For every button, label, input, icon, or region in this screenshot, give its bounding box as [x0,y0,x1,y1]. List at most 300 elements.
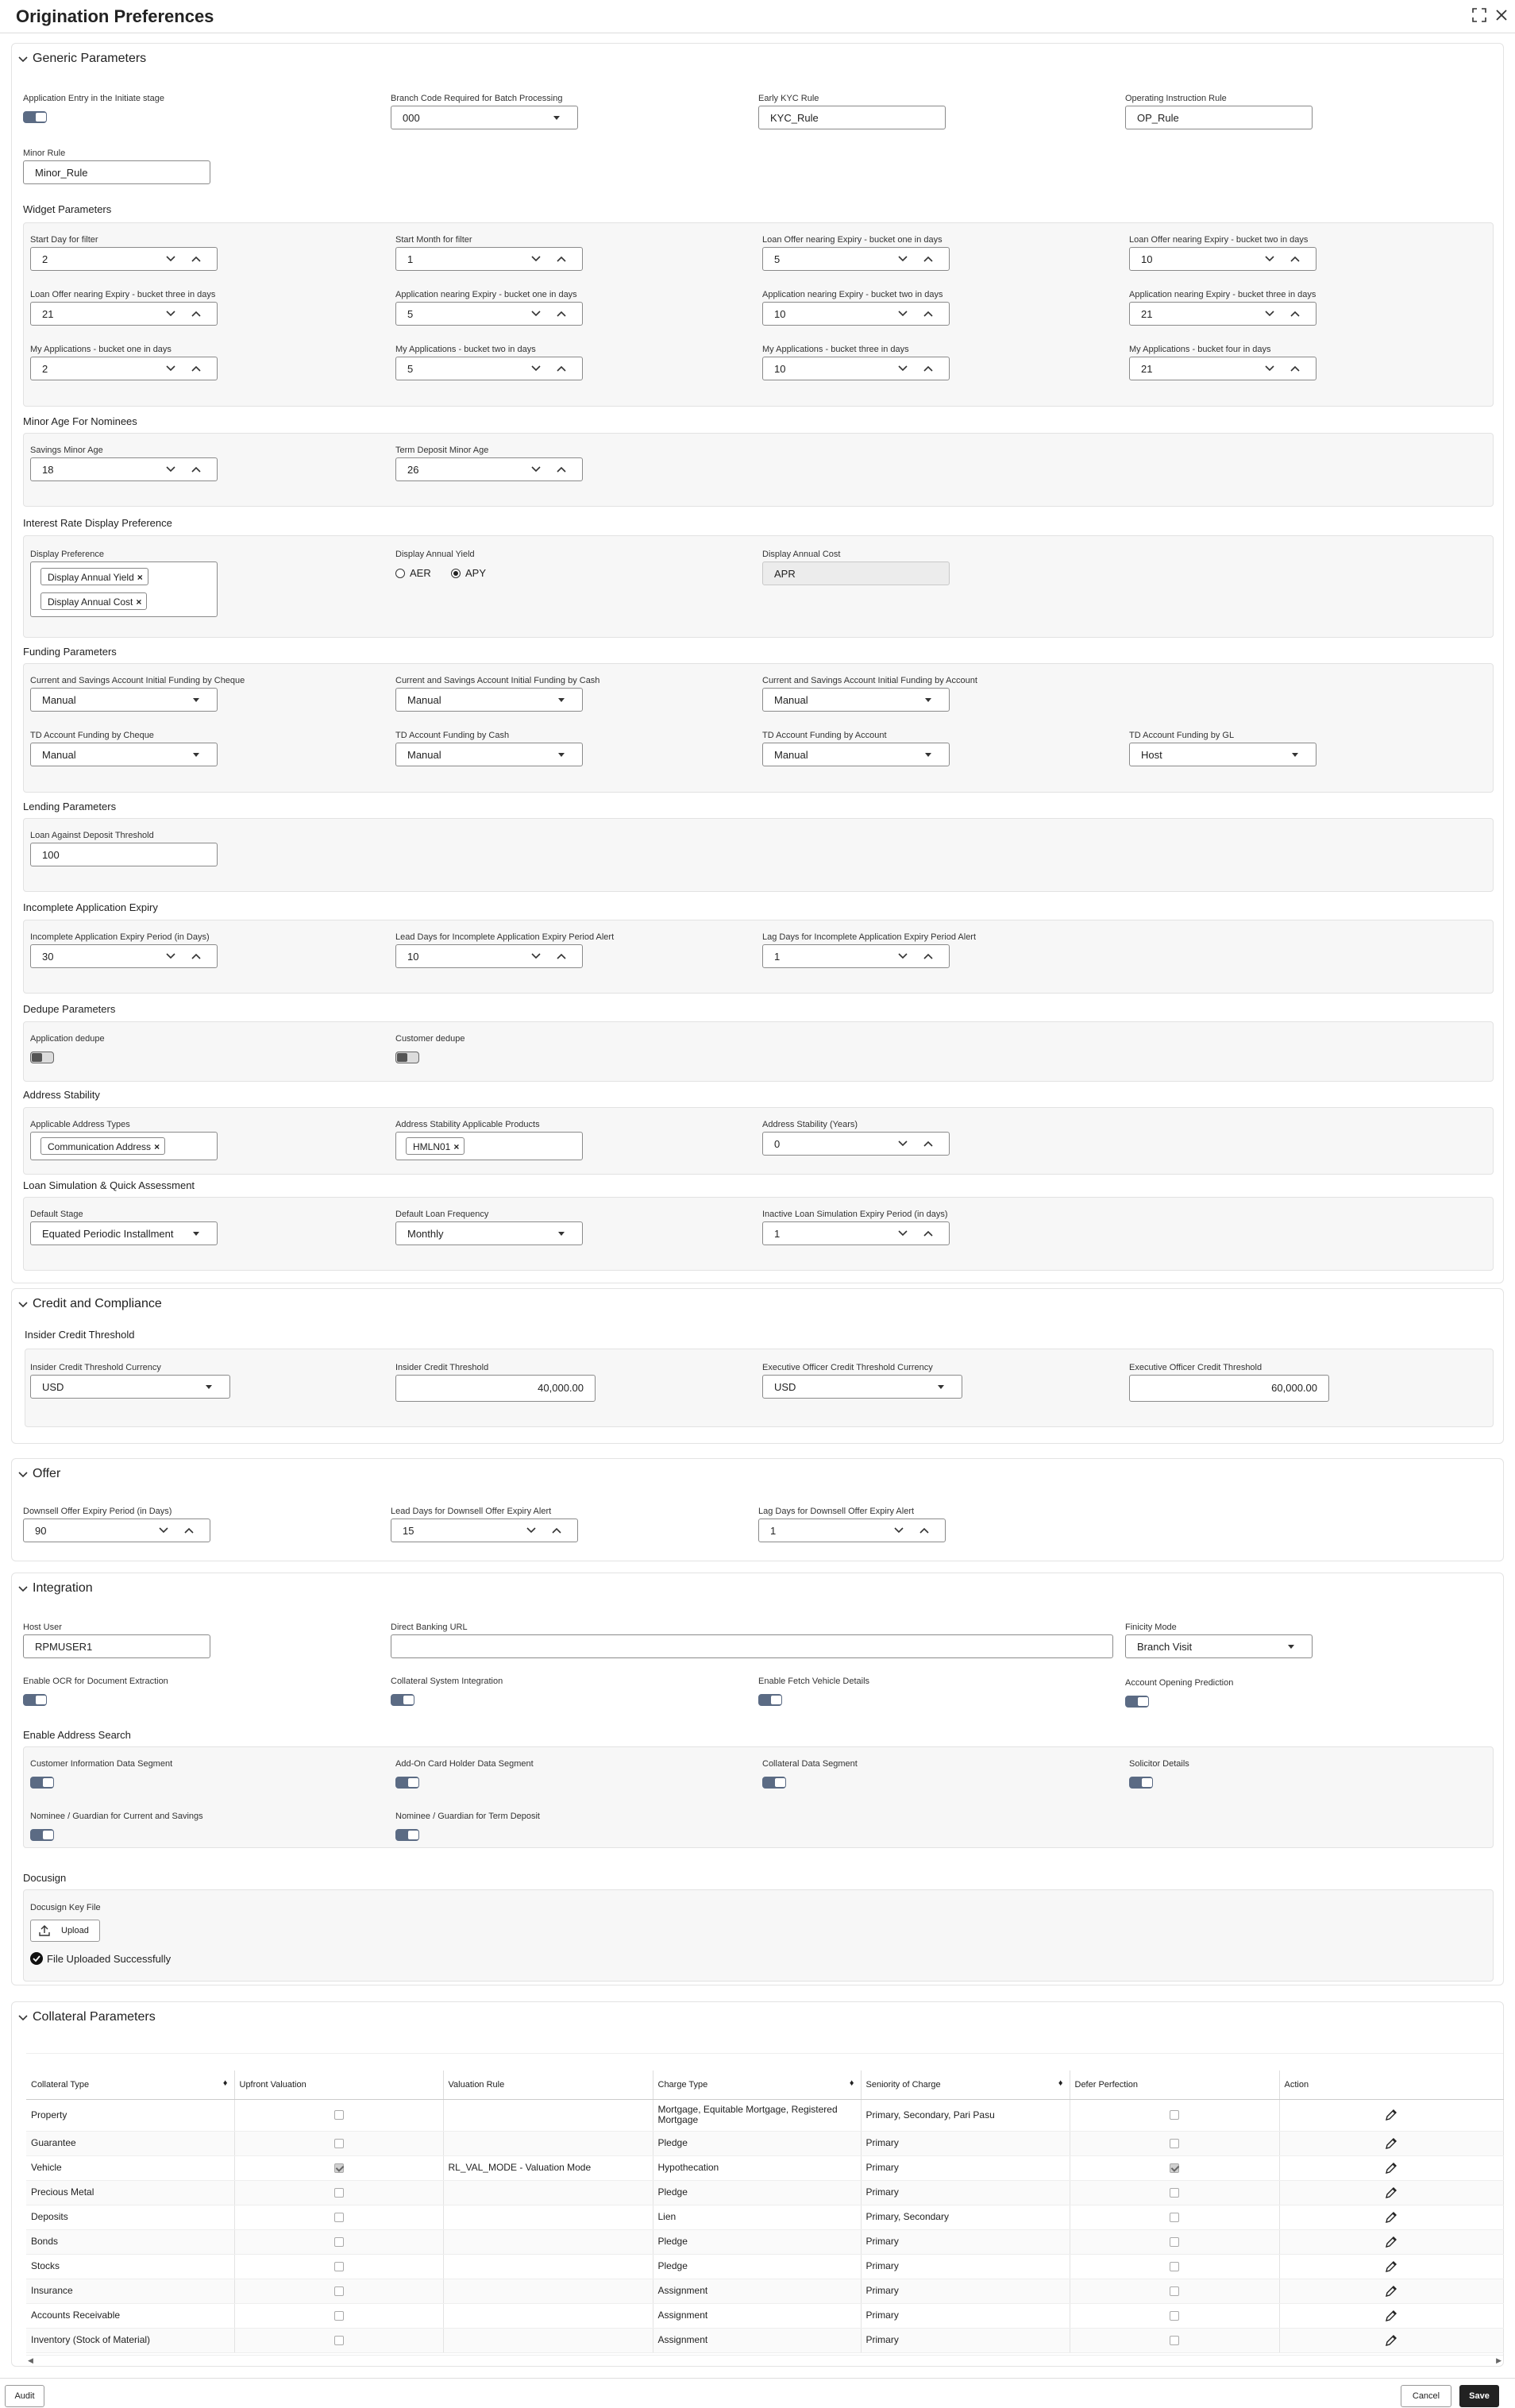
nominee-cs-toggle[interactable] [30,1829,54,1841]
nominee-td-field [395,1812,634,1847]
horizontal-scrollbar[interactable] [26,2355,1503,2364]
chevron-up-icon[interactable] [923,1140,933,1148]
chevron-up-icon[interactable] [557,255,566,263]
account-opening-field [1125,1678,1363,1714]
funding-param-4-select[interactable] [30,743,218,766]
incomplete-param-3-stepper[interactable] [762,944,950,968]
widget-param-1-value: 2 [42,253,48,265]
display-preference-field [30,550,221,621]
default-frequency-select[interactable]: Monthly [395,1221,583,1245]
offer-param-2-value: 15 [403,1525,414,1537]
widget-param-11-field [762,345,950,384]
widget-param-7-field [762,290,950,330]
chevron-down-icon[interactable] [166,365,175,372]
op-rule-field [1125,94,1316,133]
account-opening-toggle[interactable] [1125,1696,1149,1708]
upfront-valuation-checkbox[interactable] [334,2163,344,2173]
dropdown-caret-icon [193,1232,199,1236]
edit-pencil-icon[interactable] [1385,2260,1397,2273]
defer-perfection-cell [1070,2205,1279,2229]
nominee-td-toggle[interactable] [395,1829,419,1841]
widget-param-8-stepper[interactable] [1129,302,1316,326]
offer-param-3-stepper[interactable] [758,1519,946,1542]
branch-code-label: Branch Code Required for Batch Processing [391,94,563,103]
valuation-rule-cell: RL_VAL_MODE - Valuation Mode [443,2155,653,2180]
radio-apy[interactable]: APY [451,567,486,579]
scroll-right-icon[interactable]: ▶ [1496,2356,1502,2364]
section-title: Collateral Parameters [33,2010,156,2024]
widget-param-1-label: Start Day for filter [30,235,98,245]
chevron-up-icon[interactable] [919,1526,929,1534]
widget-param-5-label: Loan Offer nearing Expiry - bucket three in days [30,290,216,299]
address-years-field [762,1120,953,1160]
check-circle-icon [30,1952,43,1965]
defer-perfection-checkbox[interactable] [1170,2311,1179,2321]
chevron-down-icon[interactable] [18,56,28,63]
generic-parameters-section [11,43,1504,1283]
chevron-down-icon[interactable] [898,365,908,372]
defer-perfection-checkbox[interactable] [1170,2336,1179,2345]
ocr-field [23,1677,261,1712]
address-products-multiselect[interactable] [395,1132,583,1160]
window-title: Origination Preferences [16,6,214,26]
ocr-toggle[interactable] [23,1694,47,1706]
upfront-valuation-checkbox[interactable] [334,2286,344,2296]
chevron-down-icon[interactable] [1265,365,1274,372]
address-years-stepper[interactable]: 0 [762,1132,950,1156]
chevron-down-icon[interactable] [1265,255,1274,263]
chevron-down-icon[interactable] [898,255,908,263]
sort-icon[interactable]: ♦ [849,2078,854,2088]
credit-param-3-label: Executive Officer Credit Threshold Currency [762,1363,933,1372]
integration-header[interactable] [12,1573,1503,1605]
widget-param-11-stepper[interactable] [762,357,950,380]
op-rule-input[interactable]: OP_Rule [1125,106,1313,129]
app-dedupe-toggle[interactable] [30,1052,54,1063]
td-minor-age-label: Term Deposit Minor Age [395,446,489,455]
edit-pencil-icon[interactable] [1385,2109,1397,2121]
column-header[interactable] [861,2070,1070,2099]
chevron-down-icon[interactable] [18,1586,28,1592]
finicity-mode-label: Finicity Mode [1125,1623,1177,1632]
defer-perfection-cell [1070,2131,1279,2155]
widget-param-3-field [762,235,950,275]
address-products-label: Address Stability Applicable Products [395,1120,540,1129]
chip-display-annual-cost[interactable]: Display Annual Cost × [40,592,147,610]
inactive-sim-stepper[interactable]: 1 [762,1221,950,1245]
funding-param-6-select[interactable] [762,743,950,766]
edit-pencil-icon[interactable] [1385,2334,1397,2347]
funding-param-4-label: TD Account Funding by Cheque [30,731,154,740]
early-kyc-field [758,94,949,133]
chevron-up-icon[interactable] [923,255,933,263]
seniority-cell: Primary [861,2279,1070,2303]
offer-param-2-stepper[interactable] [391,1519,578,1542]
app-entry-label: Application Entry in the Initiate stage [23,94,164,103]
chip-remove-icon[interactable]: × [154,1141,160,1152]
td-minor-age-field [395,446,586,485]
defer-perfection-checkbox[interactable] [1170,2163,1179,2173]
upfront-valuation-checkbox[interactable] [334,2262,344,2271]
host-user-input[interactable]: RPMUSER1 [23,1634,210,1658]
edit-pencil-icon[interactable] [1385,2137,1397,2150]
widget-param-4-stepper[interactable] [1129,247,1316,271]
edit-pencil-icon[interactable] [1385,2236,1397,2248]
credit-param-2-label: Insider Credit Threshold [395,1363,489,1372]
credit-param-3-select[interactable] [762,1375,962,1399]
chip-communication-address[interactable]: Communication Address × [40,1137,165,1155]
widget-param-4-field [1129,235,1316,275]
widget-param-3-label: Loan Offer nearing Expiry - bucket one in days [762,235,943,245]
funding-param-3-select[interactable] [762,688,950,712]
incomplete-param-2-field [395,932,615,972]
save-button[interactable]: Save [1459,2385,1499,2407]
chevron-down-icon[interactable] [531,310,541,318]
funding-param-1-select[interactable] [30,688,218,712]
address-stability-title: Address Stability [23,1089,100,1101]
incomplete-param-2-value: 10 [407,951,419,963]
funding-param-6-label: TD Account Funding by Account [762,731,887,740]
upload-button[interactable] [30,1920,100,1942]
collateral-integration-toggle[interactable] [391,1694,414,1706]
widget-param-10-label: My Applications - bucket two in days [395,345,536,354]
widget-param-8-field [1129,290,1316,330]
offer-param-1-field [23,1507,210,1546]
funding-param-7-field [1129,731,1316,770]
solicitor-toggle[interactable] [1129,1777,1153,1789]
collateral-integration-field [391,1677,629,1712]
edit-pencil-icon[interactable] [1385,2162,1397,2175]
chevron-down-icon[interactable] [894,1526,904,1534]
column-header[interactable] [443,2070,653,2099]
table-row [26,2205,1503,2229]
upfront-valuation-cell [234,2155,443,2180]
default-stage-select[interactable]: Equated Periodic Installment [30,1221,218,1245]
chevron-down-icon[interactable] [898,310,908,318]
widget-param-10-stepper[interactable] [395,357,583,380]
chevron-down-icon[interactable] [531,465,541,473]
chevron-up-icon[interactable] [557,465,566,473]
minor-rule-field [23,149,214,188]
column-header-label: Valuation Rule [448,2079,505,2090]
defer-perfection-checkbox[interactable] [1170,2286,1179,2296]
incomplete-param-3-value: 1 [774,951,781,963]
address-types-multiselect[interactable] [30,1132,218,1160]
funding-param-7-select[interactable] [1129,743,1316,766]
table-row [26,2099,1503,2131]
minor-rule-input[interactable]: Minor_Rule [23,160,210,184]
display-annual-cost-field [762,550,953,589]
widget-param-9-stepper[interactable] [30,357,218,380]
column-header[interactable] [653,2070,861,2099]
funding-param-2-select[interactable] [395,688,583,712]
valuation-rule-cell [443,2303,653,2328]
offer-param-1-label: Downsell Offer Expiry Period (in Days) [23,1507,172,1516]
widget-param-6-field [395,290,583,330]
generic-parameters-header[interactable] [12,44,1503,75]
funding-param-5-label: TD Account Funding by Cash [395,731,510,740]
column-header[interactable] [26,2070,234,2099]
action-cell [1279,2131,1503,2155]
edit-pencil-icon[interactable] [1385,2211,1397,2224]
widget-param-5-stepper[interactable] [30,302,218,326]
dropdown-caret-icon [193,698,199,702]
widget-param-9-value: 2 [42,363,48,375]
credit-param-3-field [762,1363,962,1403]
direct-banking-url-field [391,1623,1113,1662]
charge-type-cell: Assignment [653,2328,861,2352]
incomplete-param-2-stepper[interactable] [395,944,583,968]
defer-perfection-checkbox[interactable] [1170,2237,1179,2247]
upfront-valuation-checkbox[interactable] [334,2336,344,2345]
inactive-sim-field [762,1210,953,1249]
widget-param-5-field [30,290,218,330]
widget-param-12-value: 21 [1141,363,1153,375]
chevron-up-icon[interactable] [1290,365,1300,372]
defer-perfection-checkbox[interactable] [1170,2110,1179,2120]
sort-icon[interactable]: ♦ [222,2078,228,2088]
widget-param-7-stepper[interactable] [762,302,950,326]
maximize-icon[interactable] [1471,6,1488,24]
chevron-down-icon[interactable] [531,365,541,372]
defer-perfection-cell [1070,2155,1279,2180]
minor-age-panel [23,433,1494,507]
chevron-up-icon[interactable] [191,310,201,318]
table-row [26,2279,1503,2303]
chip-remove-icon[interactable]: × [453,1141,460,1152]
chevron-up-icon[interactable] [923,310,933,318]
display-preference-label: Display Preference [30,550,104,559]
chevron-up-icon[interactable] [191,365,201,372]
chevron-up-icon[interactable] [923,952,933,960]
sort-icon[interactable]: ♦ [1058,2078,1063,2088]
app-dedupe-field [30,1034,221,1074]
defer-perfection-checkbox[interactable] [1170,2188,1179,2198]
audit-button[interactable]: Audit [5,2385,44,2407]
chevron-up-icon[interactable] [1290,255,1300,263]
close-icon[interactable] [1493,6,1510,24]
cust-dedupe-label: Customer dedupe [395,1034,465,1044]
app-entry-toggle[interactable] [23,111,47,123]
funding-param-1-field [30,676,245,716]
address-products-field [395,1120,586,1163]
section-title: Integration [33,1581,93,1595]
charge-type-cell: Mortgage, Equitable Mortgage, Registered Mortgage [653,2099,861,2131]
widget-param-3-stepper[interactable] [762,247,950,271]
address-search-panel [23,1746,1494,1848]
chevron-up-icon[interactable] [557,952,566,960]
chip-display-annual-yield[interactable]: Display Annual Yield × [40,568,148,585]
chevron-up-icon[interactable] [557,365,566,372]
widget-param-2-stepper[interactable] [395,247,583,271]
chevron-down-icon[interactable] [159,1526,168,1534]
widget-param-2-label: Start Month for filter [395,235,472,245]
chevron-down-icon[interactable] [166,255,175,263]
section-title: Credit and Compliance [33,1297,162,1310]
defer-perfection-checkbox[interactable] [1170,2262,1179,2271]
host-user-label: Host User [23,1623,62,1632]
coll-data-toggle[interactable] [762,1777,786,1789]
chip-remove-icon[interactable]: × [137,572,143,583]
finicity-mode-select[interactable]: Branch Visit [1125,1634,1313,1658]
chevron-down-icon[interactable] [18,1302,28,1308]
default-frequency-field [395,1210,586,1249]
collateral-type-cell: Accounts Receivable [26,2303,234,2328]
credit-param-1-value: USD [42,1381,64,1393]
chevron-down-icon[interactable] [18,1472,28,1478]
funding-param-5-value: Manual [407,749,441,761]
edit-pencil-icon[interactable] [1385,2285,1397,2298]
chevron-down-icon[interactable] [531,255,541,263]
finicity-mode-field [1125,1623,1316,1662]
upfront-valuation-checkbox[interactable] [334,2110,344,2120]
chevron-down-icon[interactable] [531,952,541,960]
fetch-vehicle-toggle[interactable] [758,1694,782,1706]
collateral-type-cell: Deposits [26,2205,234,2229]
collateral-integration-label: Collateral System Integration [391,1677,503,1686]
action-cell [1279,2229,1503,2254]
cust-info-toggle[interactable] [30,1777,54,1789]
incomplete-param-3-field [762,932,977,972]
savings-minor-age-stepper[interactable]: 18 [30,457,218,481]
chevron-down-icon[interactable] [166,310,175,318]
edit-pencil-icon[interactable] [1385,2186,1397,2199]
widget-param-8-label: Application nearing Expiry - bucket three in days [1129,290,1316,299]
upfront-valuation-cell [234,2099,443,2131]
charge-type-cell: Lien [653,2205,861,2229]
widget-param-11-label: My Applications - bucket three in days [762,345,909,354]
column-header[interactable] [1279,2070,1503,2099]
insider-credit-title: Insider Credit Threshold [25,1329,135,1341]
collateral-table [26,2070,1504,2353]
widget-param-5-value: 21 [42,308,54,320]
offer-header[interactable] [12,1459,1503,1491]
funding-param-3-label: Current and Savings Account Initial Funding by Account [762,676,977,685]
loan-deposit-threshold-field [30,831,221,870]
chevron-up-icon[interactable] [923,1229,933,1237]
host-user-field [23,1623,214,1662]
chevron-up-icon[interactable] [552,1526,561,1534]
lending-title: Lending Parameters [23,801,117,812]
widget-param-1-stepper[interactable] [30,247,218,271]
credit-param-1-select[interactable] [30,1375,230,1399]
chevron-down-icon[interactable] [898,952,908,960]
chevron-down-icon[interactable] [18,2015,28,2021]
chevron-down-icon[interactable] [898,1229,908,1237]
loan-deposit-threshold-input[interactable]: 100 [30,843,218,866]
chevron-down-icon[interactable] [166,952,175,960]
column-header[interactable] [1070,2070,1279,2099]
early-kyc-input[interactable]: KYC_Rule [758,106,946,129]
collateral-type-cell: Bonds [26,2229,234,2254]
defer-perfection-checkbox[interactable] [1170,2213,1179,2222]
integration-section [11,1573,1504,1985]
chevron-up-icon[interactable] [557,310,566,318]
widget-param-12-stepper[interactable] [1129,357,1316,380]
table-row [26,2180,1503,2205]
upfront-valuation-checkbox[interactable] [334,2213,344,2222]
upfront-valuation-checkbox[interactable] [334,2188,344,2198]
credit-compliance-header[interactable] [12,1289,1503,1321]
chevron-down-icon[interactable] [526,1526,536,1534]
offer-param-1-stepper[interactable] [23,1519,210,1542]
credit-param-4-field [1129,1363,1329,1403]
credit-param-4-amount[interactable] [1129,1375,1329,1402]
addon-toggle[interactable] [395,1777,419,1789]
defer-perfection-cell [1070,2180,1279,2205]
widget-param-6-stepper[interactable] [395,302,583,326]
collateral-type-cell: Property [26,2099,234,2131]
chevron-up-icon[interactable] [191,465,201,473]
dropdown-caret-icon [558,1232,565,1236]
cust-dedupe-toggle[interactable] [395,1052,419,1063]
funding-param-3-value: Manual [774,694,808,706]
upfront-valuation-cell [234,2328,443,2352]
seniority-cell: Primary [861,2328,1070,2352]
upfront-valuation-checkbox[interactable] [334,2139,344,2148]
chevron-up-icon[interactable] [191,952,201,960]
seniority-cell: Primary [861,2131,1070,2155]
funding-param-5-select[interactable] [395,743,583,766]
cancel-button[interactable]: Cancel [1401,2385,1451,2407]
radio-aer[interactable]: AER [395,567,431,579]
upfront-valuation-checkbox[interactable] [334,2311,344,2321]
td-minor-age-stepper[interactable]: 26 [395,457,583,481]
column-header[interactable] [234,2070,443,2099]
incomplete-param-1-label: Incomplete Application Expiry Period (in Days) [30,932,210,942]
default-frequency-label: Default Loan Frequency [395,1210,489,1219]
collateral-header[interactable] [12,2002,1503,2034]
scroll-left-icon[interactable]: ◀ [28,2356,33,2364]
edit-pencil-icon[interactable] [1385,2310,1397,2322]
table-row [26,2229,1503,2254]
branch-code-select[interactable]: 000 [391,106,578,129]
defer-perfection-cell [1070,2303,1279,2328]
defer-perfection-cell [1070,2279,1279,2303]
upfront-valuation-cell [234,2205,443,2229]
incomplete-param-1-stepper[interactable] [30,944,218,968]
widget-param-9-field [30,345,218,384]
direct-banking-url-input[interactable] [391,1634,1113,1658]
interest-title: Interest Rate Display Preference [23,517,172,529]
defer-perfection-checkbox[interactable] [1170,2139,1179,2148]
chevron-up-icon[interactable] [923,365,933,372]
chevron-down-icon[interactable] [1265,310,1274,318]
credit-param-3-value: USD [774,1381,796,1393]
display-preference-multiselect[interactable] [30,561,218,617]
chevron-down-icon[interactable] [166,465,175,473]
addon-label: Add-On Card Holder Data Segment [395,1759,534,1769]
nominee-cs-field [30,1812,268,1847]
chevron-up-icon[interactable] [191,255,201,263]
valuation-rule-cell [443,2180,653,2205]
upfront-valuation-checkbox[interactable] [334,2237,344,2247]
chip-remove-icon[interactable]: × [136,596,142,608]
offer-param-3-value: 1 [770,1525,777,1537]
upfront-valuation-cell [234,2279,443,2303]
chevron-up-icon[interactable] [1290,310,1300,318]
coll-data-field [762,1759,1000,1795]
credit-param-1-field [30,1363,230,1403]
chevron-down-icon[interactable] [898,1140,908,1148]
ocr-label: Enable OCR for Document Extraction [23,1677,168,1686]
chevron-up-icon[interactable] [184,1526,194,1534]
incomplete-param-1-value: 30 [42,951,54,963]
chip-hmln01[interactable]: HMLN01 × [406,1137,465,1155]
credit-param-2-amount[interactable] [395,1375,596,1402]
credit-param-2-value: 40,000.00 [538,1382,584,1394]
dropdown-caret-icon [553,116,560,120]
